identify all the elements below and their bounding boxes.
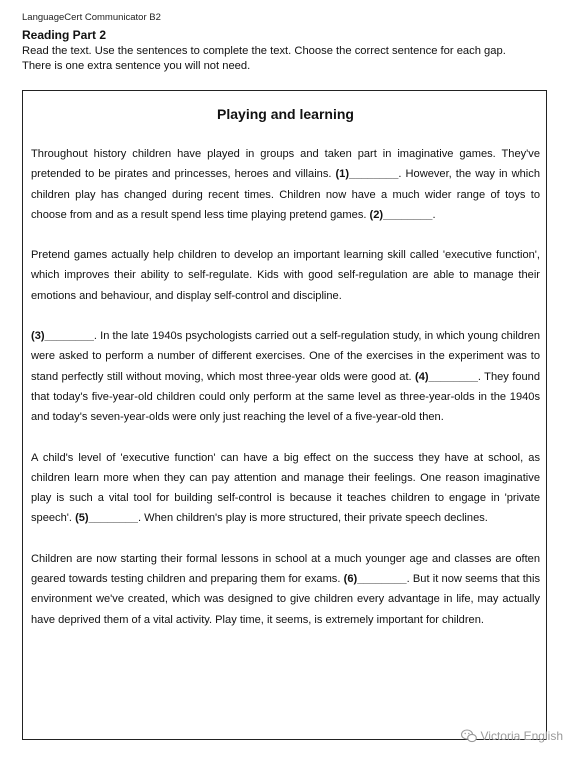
article-body — [31, 144, 540, 630]
article-paragraph — [31, 326, 540, 427]
wechat-icon — [461, 729, 477, 743]
answer-gap: (3)________ — [31, 330, 94, 343]
instructions-line-2: There is one extra sentence you will not need. — [22, 60, 251, 72]
instructions — [22, 44, 562, 74]
answer-gap: (5)________ — [75, 512, 138, 525]
watermark-text: Victoria English — [480, 729, 563, 743]
instructions-line-1: Read the text. Use the sentences to complete the text. Choose the correct sentence for each gap. — [22, 45, 506, 57]
paragraph-text: . They found that today's five-year-old children could only perform at the same level as three-year-olds in the 1940s and today's seven-year-olds were only just reaching the level of a five-year-old then. — [31, 370, 540, 424]
article-paragraph — [31, 144, 540, 225]
paragraph-text: . When children's play is more structured, their private speech declines. — [137, 512, 488, 525]
paragraph-text: . — [432, 208, 436, 221]
reading-text-box — [22, 90, 547, 740]
answer-gap: (2)________ — [369, 208, 433, 221]
watermark — [461, 729, 564, 743]
paragraph-text: Throughout history children have played in groups and taken part in imaginative games. They've pretended to be pirates and princesses, heroes and villains. — [31, 148, 540, 181]
paragraph-text: . But it now seems that this environment we've created, which was designed to give children every advantage in life, may actually have deprived them of a vital activity. Play time, it seems, is extremely important for children. — [31, 573, 540, 626]
paragraph-text: A child's level of 'executive function' can have a big effect on the success they have at school, as children learn more when they can pay attention and manage their feelings. One reason imaginative play is such a vital tool for building self-control is because it teaches children to engage in 'private speech'. — [31, 451, 540, 525]
paragraph-text: Children are now starting their formal lessons in school at a much younger age and classes are often geared towards testing children and preparing them for exams. — [31, 552, 540, 586]
answer-gap: (1)________ — [335, 168, 399, 181]
answer-gap: (4)________ — [415, 370, 478, 383]
article-title: Playing and learning — [217, 106, 354, 122]
paragraph-text: . In the late 1940s psychologists carried out a self-regulation study, in which young children were asked to perform a number of different exercises. One of the exercises in the experiment was to stand perfectly still without moving, which most three-year olds were good at. — [31, 330, 540, 383]
part-title: Reading Part 2 — [22, 28, 107, 42]
exam-name: LanguageCert Communicator B2 — [22, 12, 161, 23]
paragraph-text: . However, the way in which children play has changed during recent times. Children now have a much wider range of toys to choose from and as a result spend less time playing pretend games. — [31, 168, 540, 221]
article-paragraph — [31, 448, 540, 529]
answer-gap: (6)________ — [343, 573, 407, 586]
article-paragraph — [31, 549, 540, 630]
paragraph-text: Pretend games actually help children to develop an important learning skill called 'executive function', which improves their ability to self-regulate. Kids with good self-regulation are able to manage their emotions and behaviour, and display self-control and discipline. — [31, 249, 540, 302]
article-paragraph — [31, 245, 540, 306]
